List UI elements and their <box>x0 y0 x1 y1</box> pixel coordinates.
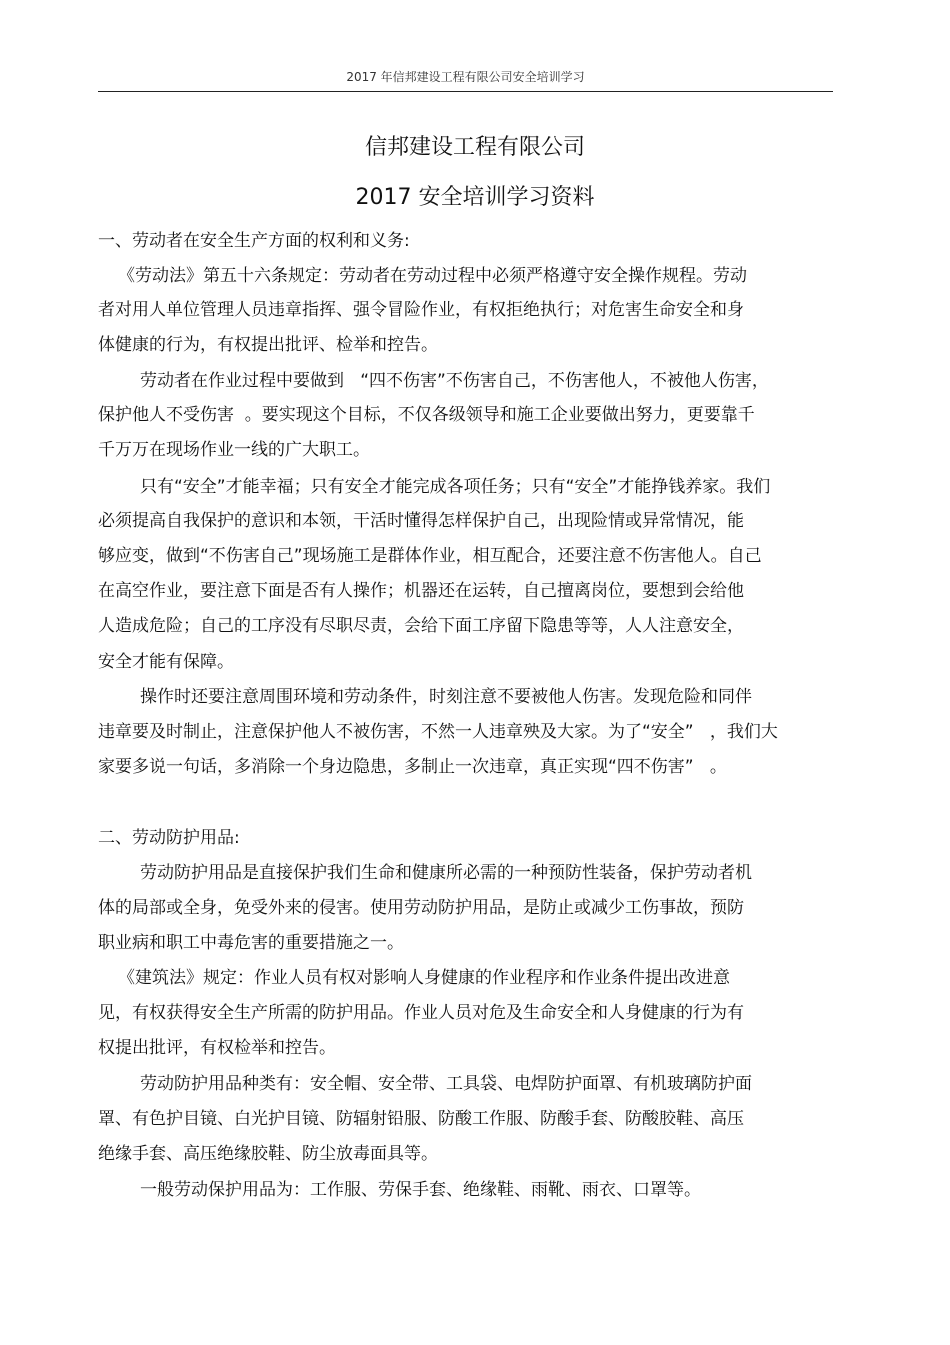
s1-p4-line-1: 操作时还要注意周围环境和劳动条件，时刻注意不要被他人伤害。发现危险和同伴 <box>140 687 752 707</box>
s1-p4-line-2: 违章要及时制止，注意保护他人不被伤害，不然一人违章殃及大家。为了“安全” ，我们大 <box>98 722 778 742</box>
s2-p1-line-3: 职业病和职工中毒危害的重要措施之一。 <box>98 933 404 953</box>
s1-p3-line-5: 人造成危险；自己的工序没有尽职尽责，会给下面工序留下隐患等等，人人注意安全， <box>98 616 744 636</box>
s2-p3-line-2: 罩、有色护目镜、白光护目镜、防辐射铅服、防酸工作服、防酸手套、防酸胶鞋、高压 <box>98 1109 744 1129</box>
s2-p1-line-1: 劳动防护用品是直接保护我们生命和健康所必需的一种预防性装备，保护劳动者机 <box>140 863 752 883</box>
s2-p3-line-3: 绝缘手套、高压绝缘胶鞋、防尘放毒面具等。 <box>98 1144 438 1164</box>
section-2-heading: 二、劳动防护用品: <box>98 828 240 848</box>
section-1-heading: 一、劳动者在安全生产方面的权利和义务: <box>98 231 410 251</box>
header-rule <box>98 91 833 92</box>
s1-p3-line-3: 够应变，做到“不伤害自己”现场施工是群体作业，相互配合，还要注意不伤害他人。自己 <box>98 546 762 566</box>
s1-p2-line-1: 劳动者在作业过程中要做到 “四不伤害”不伤害自己，不伤害他人，不被他人伤害， <box>140 371 769 391</box>
s1-p3-line-4: 在高空作业，要注意下面是否有人操作；机器还在运转，自己擅离岗位，要想到会给他 <box>98 581 744 601</box>
s1-p3-line-6: 安全才能有保障。 <box>98 652 234 672</box>
s2-p2-line-3: 权提出批评，有权检举和控告。 <box>98 1038 336 1058</box>
s2-p2-line-1: 《建筑法》规定：作业人员有权对影响人身健康的作业程序和作业条件提出改进意 <box>118 968 730 988</box>
s1-p1-line-1: 《劳动法》第五十六条规定：劳动者在劳动过程中必须严格遵守安全操作规程。劳动 <box>118 266 747 286</box>
s1-p2-line-2: 保护他人不受伤害 。要实现这个目标，不仅各级领导和施工企业要做出努力，更要靠千 <box>98 405 755 425</box>
s1-p4-line-3: 家要多说一句话，多消除一个身边隐患，多制止一次违章，真正实现“四不伤害” 。 <box>98 757 727 777</box>
s1-p3-line-1: 只有“安全”才能幸福；只有安全才能完成各项任务；只有“安全”才能挣钱养家。我们 <box>140 477 771 497</box>
s1-p3-line-2: 必须提高自我保护的意识和本领，干活时懂得怎样保护自己，出现险情或异常情况，能 <box>98 511 744 531</box>
s1-p2-line-3: 千万万在现场作业一线的广大职工。 <box>98 440 370 460</box>
s1-p1-line-2: 者对用人单位管理人员违章指挥、强令冒险作业，有权拒绝执行；对危害生命安全和身 <box>98 300 744 320</box>
s2-p1-line-2: 体的局部或全身，免受外来的侵害。使用劳动防护用品，是防止或减少工伤事故，预防 <box>98 898 744 918</box>
s2-p3-line-1: 劳动防护用品种类有：安全帽、安全带、工具袋、电焊防护面罩、有机玻璃防护面 <box>140 1074 752 1094</box>
s1-p1-line-3: 体健康的行为，有权提出批评、检举和控告。 <box>98 335 438 355</box>
document-title: 信邦建设工程有限公司 <box>364 135 585 160</box>
s2-p2-line-2: 见，有权获得安全生产所需的防护用品。作业人员对危及生命安全和人身健康的行为有 <box>98 1003 744 1023</box>
running-header: 2017 年信邦建设工程有限公司安全培训学习 <box>346 70 585 84</box>
s2-p4-line-1: 一般劳动保护用品为：工作服、劳保手套、绝缘鞋、雨靴、雨衣、口罩等。 <box>140 1180 701 1200</box>
document-subtitle: 2017 安全培训学习资料 <box>355 185 595 210</box>
